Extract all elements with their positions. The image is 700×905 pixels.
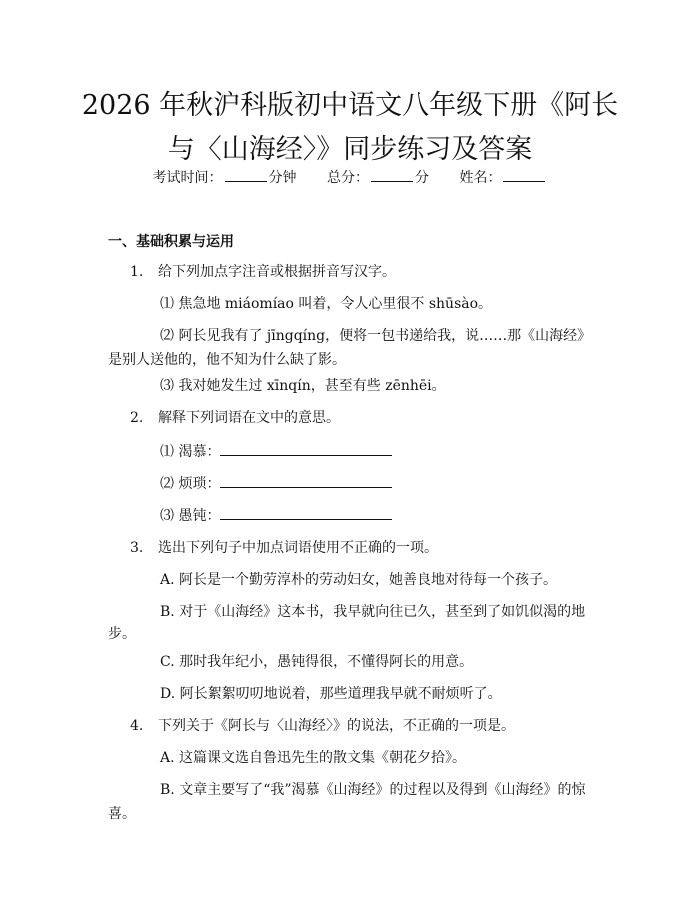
q2-item-2 <box>160 474 392 494</box>
q1-item-3: ⑶ 我对她发生过 xīnqín，甚至有些 zēnhēi。 <box>160 378 446 394</box>
q3-option-a: A. 阿长是一个勤劳淳朴的劳动妇女，她善良地对待每一个孩子。 <box>160 572 558 588</box>
question-1 <box>130 262 396 282</box>
q4-option-b: B. 文章主要写了“我”渴慕《山海经》的过程以及得到《山海经》的惊 <box>160 782 586 798</box>
time-label: 考试时间： <box>152 170 223 186</box>
q3-option-d: D. 阿长絮絮叨叨地说着，那些道理我早就不耐烦听了。 <box>160 686 502 702</box>
title-line-1: 2026 年秋沪科版初中语文八年级下册《阿长 <box>81 90 619 121</box>
question-text: 给下列加点字注音或根据拼音写汉字。 <box>158 264 396 280</box>
time-blank[interactable] <box>225 168 267 182</box>
title-line-2: 与〈山海经〉》同步练习及答案 <box>167 134 533 165</box>
question-text: 选出下列句子中加点词语使用不正确的一项。 <box>158 540 438 556</box>
answer-line[interactable] <box>220 474 392 488</box>
q2-item-label: ⑴ 渴慕： <box>160 444 221 460</box>
question-text: 下列关于《阿长与〈山海经〉》的说法，不正确的一项是。 <box>158 718 515 734</box>
q3-option-b-cont: 步。 <box>108 626 136 642</box>
document-title <box>60 84 640 172</box>
q4-option-a: A. 这篇课文选自鲁迅先生的散文集《朝花夕拾》。 <box>160 750 467 766</box>
time-unit: 分钟 <box>268 170 297 186</box>
question-number: 1. <box>130 264 144 280</box>
question-3 <box>130 538 438 558</box>
answer-line[interactable] <box>220 506 392 520</box>
q3-option-c: C. 那时我年纪小，愚钝得很，不懂得阿长的用意。 <box>160 654 474 670</box>
question-number: 2. <box>130 410 144 426</box>
score-unit: 分 <box>415 170 429 186</box>
question-text: 解释下列词语在文中的意思。 <box>158 410 340 426</box>
question-2 <box>130 408 340 428</box>
name-blank[interactable] <box>503 168 545 182</box>
q1-item-1: ⑴ 焦急地 miáomíao 叫着，令人心里很不 shūsào。 <box>160 296 493 312</box>
q2-item-3 <box>160 506 392 526</box>
q2-item-1 <box>160 442 392 462</box>
name-label: 姓名： <box>459 170 502 186</box>
q1-item-2: ⑵ 阿长见我有了 jīngqíng，便将一包书递给我，说……那《山海经》 <box>160 328 592 344</box>
q1-item-2-cont: 是别人送他的，他不知为什么缺了影。 <box>108 352 346 368</box>
question-4 <box>130 716 515 736</box>
score-blank[interactable] <box>371 168 413 182</box>
question-number: 3. <box>130 540 144 556</box>
answer-line[interactable] <box>220 442 392 456</box>
q2-item-label: ⑵ 烦琐： <box>160 476 221 492</box>
q4-option-b-cont: 喜。 <box>108 806 136 822</box>
q2-item-label: ⑶ 愚钝： <box>160 508 221 524</box>
q3-option-b: B. 对于《山海经》这本书，我早就向往已久，甚至到了如饥似渴的地 <box>160 604 586 620</box>
section-heading: 一、基础积累与运用 <box>108 234 234 250</box>
exam-meta <box>0 168 700 188</box>
score-label: 总分： <box>327 170 369 186</box>
question-number: 4. <box>130 718 144 734</box>
